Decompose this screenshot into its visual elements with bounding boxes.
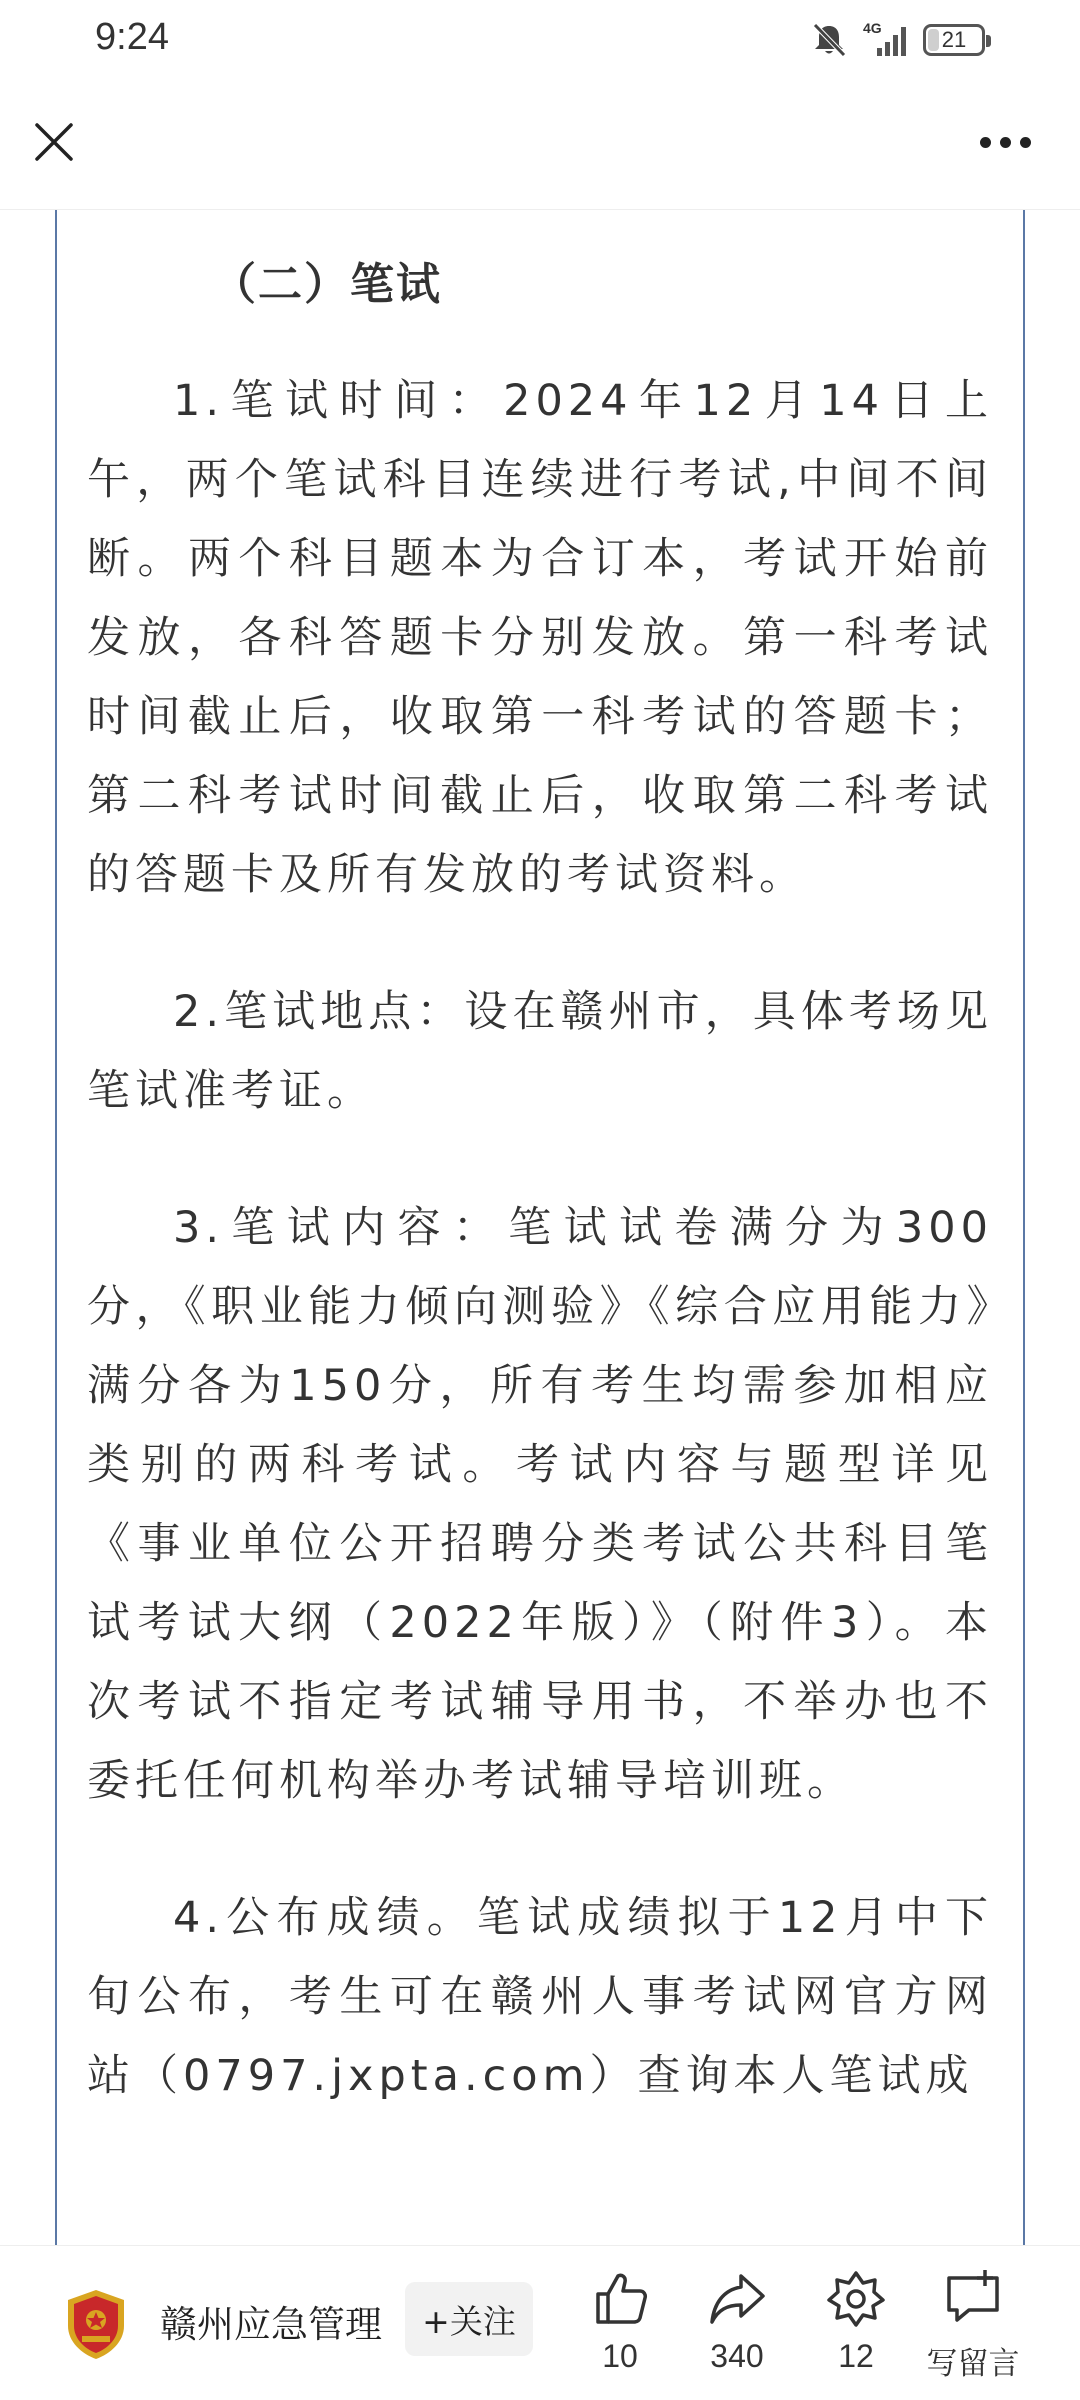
signal-icon — [875, 24, 909, 58]
status-bar — [0, 0, 1080, 80]
status-icons — [809, 18, 985, 62]
network-label: 4G — [863, 20, 882, 36]
account-name[interactable]: 赣州应急管理 — [160, 2303, 382, 2346]
section-title: （二）笔试 — [212, 259, 442, 310]
share-count: 340 — [710, 2338, 764, 2374]
paragraph-exam-location: 2.笔试地点：设在赣州市，具体考场见笔试准考证。 — [87, 987, 993, 1116]
follow-button[interactable]: +关注 — [405, 2282, 533, 2356]
article-content[interactable] — [55, 210, 1025, 2245]
comment-button[interactable] — [918, 2268, 1028, 2383]
paragraph-exam-time: 1.笔试时间：2024年12月14日上午，两个笔试科目连续进行考试,中间不间断。两个科目题本为合订本，考试开始前发放，各科答题卡分别发放。第一科考试时间截止后，收取第一科考试的答题卡；第二科考试时间截止后，收取第二科考试的答题卡及所有发放的考试资料。 — [87, 376, 993, 900]
close-button[interactable] — [28, 116, 80, 168]
more-icon-dot — [980, 137, 991, 148]
share-icon — [707, 2268, 767, 2328]
recommend-count: 12 — [838, 2338, 874, 2374]
paragraph-exam-content: 3.笔试内容：笔试试卷满分为300分，《职业能力倾向测验》《综合应用能力》满分各为150分，所有考生均需参加相应类别的两科考试。考试内容与题型详见《事业单位公开招聘分类考试公共科目笔试考试大纲（2022年版）》（附件3）。本次考试不指定考试辅导用书，不举办也不委托任何机构举办考试辅导培训班。 — [87, 1203, 993, 1806]
battery-icon — [923, 24, 985, 56]
like-count: 10 — [602, 2338, 638, 2374]
top-nav — [0, 80, 1080, 210]
comment-label: 写留言 — [926, 2346, 1020, 2382]
thumbs-up-icon — [590, 2268, 650, 2328]
share-button[interactable] — [682, 2268, 792, 2375]
like-button[interactable] — [565, 2268, 675, 2375]
recommend-button[interactable] — [801, 2268, 911, 2375]
more-icon-dot — [1020, 137, 1031, 148]
more-icon-dot — [1000, 137, 1011, 148]
more-button[interactable] — [970, 120, 1040, 164]
comment-add-icon — [943, 2268, 1003, 2328]
battery-fill — [928, 29, 939, 51]
close-icon — [34, 122, 74, 162]
bell-muted-icon — [809, 20, 849, 60]
status-time: 9:24 — [95, 16, 169, 58]
recommend-icon — [826, 2268, 886, 2328]
paragraph-score-release: 4.公布成绩。笔试成绩拟于12月中下旬公布，考生可在赣州人事考试网官方网站（0797.jxpta.com）查询本人笔试成 — [87, 1893, 993, 2101]
battery-level: 21 — [941, 27, 967, 52]
account-emblem-icon[interactable] — [58, 2286, 134, 2362]
network-indicator — [863, 20, 909, 60]
bottom-bar — [0, 2245, 1080, 2400]
